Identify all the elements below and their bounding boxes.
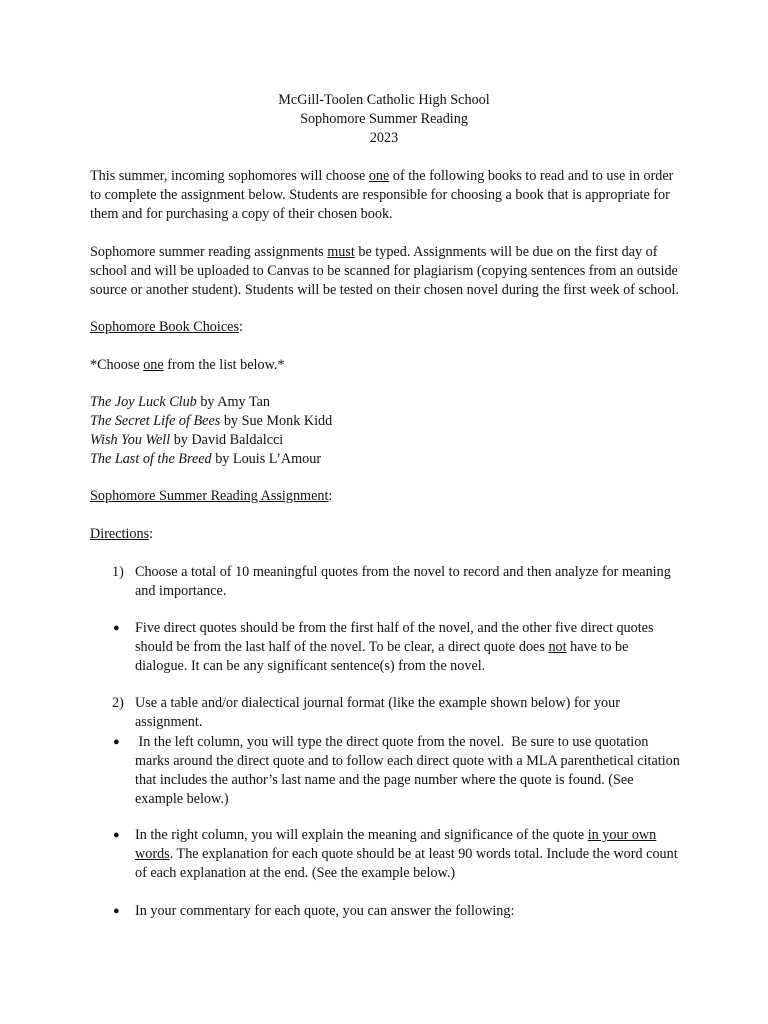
book-author: by Sue Monk Kidd bbox=[220, 413, 333, 429]
intro-paragraph-2: Sophomore summer reading assignments must be typed. Assignments will be due on the first day of school and will be uploaded to Canvas to be scanned for plagiarism (copying sentences from an outside source or another student). Students will be tested on their chosen novel during the first week of school. bbox=[90, 244, 680, 298]
bullet-icon: ● bbox=[113, 622, 120, 634]
book-author: by Amy Tan bbox=[196, 394, 271, 410]
bullet-item-left-column bbox=[90, 733, 684, 809]
choose-instruction: *Choose one from the list below.* bbox=[90, 357, 285, 373]
item-number: 1) bbox=[112, 564, 124, 580]
book-item bbox=[90, 393, 680, 412]
bullet-icon: ● bbox=[113, 905, 120, 917]
directions-heading: Directions: bbox=[90, 526, 154, 542]
item-text: Use a table and/or dialectical journal format (like the example shown below) for your assignment. bbox=[135, 695, 620, 730]
emphasis-must: must bbox=[327, 244, 355, 260]
document-year: 2023 bbox=[369, 130, 399, 146]
item-text: Five direct quotes should be from the first half of the novel, and the other five direct quotes should be from the last half of the novel. To be clear, a direct quote does not have to be dialogue. It can be any significant sentence(s) from the novel. bbox=[135, 620, 654, 674]
item-number: 2) bbox=[112, 695, 124, 711]
item-text: In the right column, you will explain the meaning and significance of the quote in your own words. The explanation for each quote should be at least 90 words total. Include the word count of each explanation at the end. (See the example below.) bbox=[135, 827, 678, 881]
document-title: Sophomore Summer Reading bbox=[300, 111, 468, 127]
assignment-heading: Sophomore Summer Reading Assignment: bbox=[90, 488, 333, 504]
emphasis-not: not bbox=[548, 639, 567, 655]
item-text: In your commentary for each quote, you can answer the following: bbox=[135, 903, 515, 919]
book-title: The Joy Luck Club bbox=[90, 394, 197, 410]
emphasis-own-words: in your own words bbox=[135, 827, 657, 862]
bullet-icon: ● bbox=[113, 829, 120, 841]
book-choices-heading: Sophomore Book Choices: bbox=[90, 319, 243, 335]
book-title: Wish You Well bbox=[90, 432, 171, 448]
bullet-item-commentary bbox=[90, 902, 680, 921]
document-header bbox=[0, 91, 768, 148]
book-author: by Louis L’Amour bbox=[211, 451, 322, 467]
bullet-item-quotes bbox=[90, 619, 680, 676]
book-item bbox=[90, 450, 680, 469]
numbered-item-1 bbox=[90, 563, 680, 601]
book-item bbox=[90, 431, 680, 450]
bullet-item-right-column bbox=[90, 826, 680, 883]
book-title: The Last of the Breed bbox=[90, 451, 212, 467]
numbered-item-2 bbox=[90, 694, 680, 732]
emphasis-one: one bbox=[368, 168, 390, 184]
book-list bbox=[90, 393, 680, 469]
item-text: Choose a total of 10 meaningful quotes from the novel to record and then analyze for meaning and importance. bbox=[135, 564, 671, 599]
book-author: by David Baldalcci bbox=[170, 432, 284, 448]
bullet-icon: ● bbox=[113, 736, 120, 748]
item-text: In the left column, you will type the direct quote from the novel. Be sure to use quotation marks around the direct quote and to follow each direct quote with a MLA parenthetical citation that includes the author’s last name and the page number where the quote is found. (See example below.) bbox=[135, 734, 684, 807]
intro-paragraph-1: This summer, incoming sophomores will choose one of the following books to read and to use in order to complete the assignment below. Students are responsible for choosing a book that is appropriate for them and for purchasing a copy of their chosen book. bbox=[90, 168, 674, 222]
book-item bbox=[90, 412, 680, 431]
book-title: The Secret Life of Bees bbox=[90, 413, 221, 429]
school-name: McGill-Toolen Catholic High School bbox=[278, 92, 490, 108]
